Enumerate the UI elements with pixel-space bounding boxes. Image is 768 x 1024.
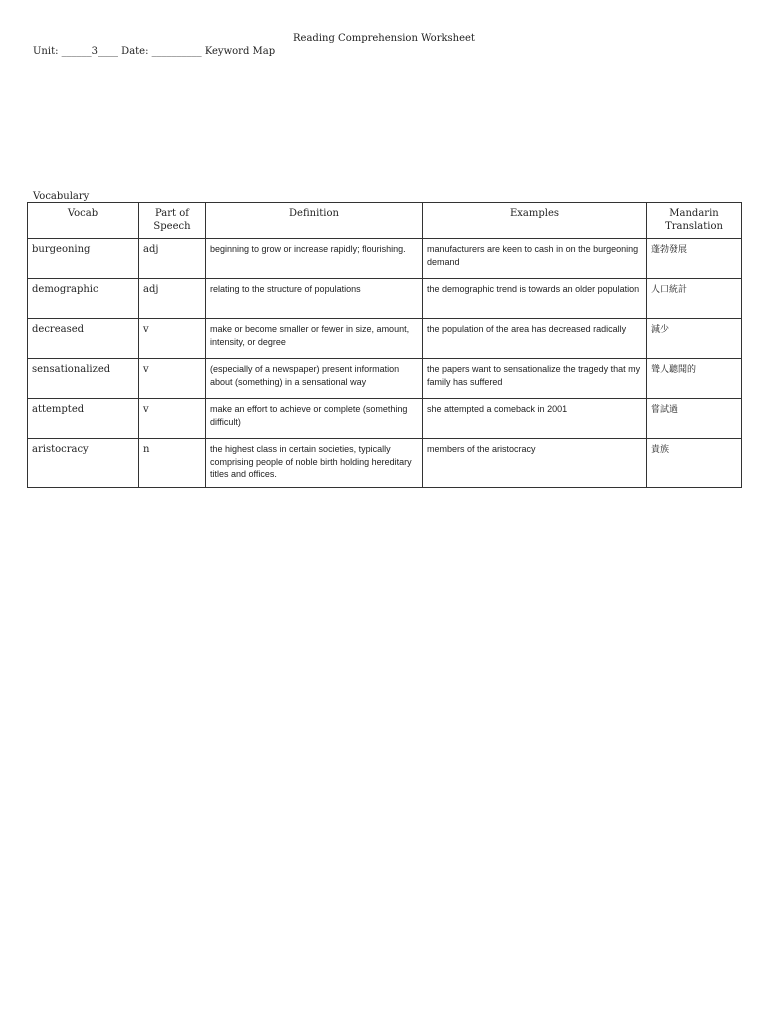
definition-cell: relating to the structure of populations [206, 279, 423, 319]
unit-date-line: Unit: ______3____ Date: __________ Keyword Map [33, 46, 276, 57]
vocab-cell: burgeoning [28, 239, 139, 279]
table-row [28, 279, 742, 319]
definition-cell: (especially of a newspaper) present information about (something) in a sensational way [206, 359, 423, 399]
example-cell: the papers want to sensationalize the tragedy that my family has suffered [423, 359, 647, 399]
table-row [28, 239, 742, 279]
translation-cell: 貴族 [647, 439, 742, 488]
table-row [28, 439, 742, 488]
header-mandarin-translation: Mandarin Translation [647, 203, 742, 239]
example-cell: she attempted a comeback in 2001 [423, 399, 647, 439]
table-row [28, 319, 742, 359]
header-examples: Examples [423, 203, 647, 239]
vocab-cell: sensationalized [28, 359, 139, 399]
translation-cell: 嘗試過 [647, 399, 742, 439]
table-header-row [28, 203, 742, 239]
table-row [28, 399, 742, 439]
header-definition: Definition [206, 203, 423, 239]
pos-cell: adj [139, 279, 206, 319]
definition-cell: beginning to grow or increase rapidly; flourishing. [206, 239, 423, 279]
vocabulary-label: Vocabulary [33, 191, 90, 202]
vocabulary-table [27, 202, 742, 488]
vocab-cell: decreased [28, 319, 139, 359]
vocab-cell: aristocracy [28, 439, 139, 488]
definition-cell: the highest class in certain societies, typically comprising people of noble birth holding hereditary titles and offices. [206, 439, 423, 488]
translation-cell: 減少 [647, 319, 742, 359]
translation-cell: 蓬勃發展 [647, 239, 742, 279]
example-cell: manufacturers are keen to cash in on the burgeoning demand [423, 239, 647, 279]
example-cell: the demographic trend is towards an older population [423, 279, 647, 319]
example-cell: the population of the area has decreased radically [423, 319, 647, 359]
header-part-of-speech: Part of Speech [139, 203, 206, 239]
pos-cell: adj [139, 239, 206, 279]
translation-cell: 人口統計 [647, 279, 742, 319]
header-vocab: Vocab [28, 203, 139, 239]
vocab-cell: attempted [28, 399, 139, 439]
pos-cell: n [139, 439, 206, 488]
vocab-cell: demographic [28, 279, 139, 319]
example-cell: members of the aristocracy [423, 439, 647, 488]
definition-cell: make or become smaller or fewer in size, amount, intensity, or degree [206, 319, 423, 359]
pos-cell: v [139, 359, 206, 399]
pos-cell: v [139, 319, 206, 359]
definition-cell: make an effort to achieve or complete (something difficult) [206, 399, 423, 439]
worksheet-title: Reading Comprehension Worksheet [293, 33, 475, 44]
pos-cell: v [139, 399, 206, 439]
table-row [28, 359, 742, 399]
translation-cell: 聳人聽聞的 [647, 359, 742, 399]
